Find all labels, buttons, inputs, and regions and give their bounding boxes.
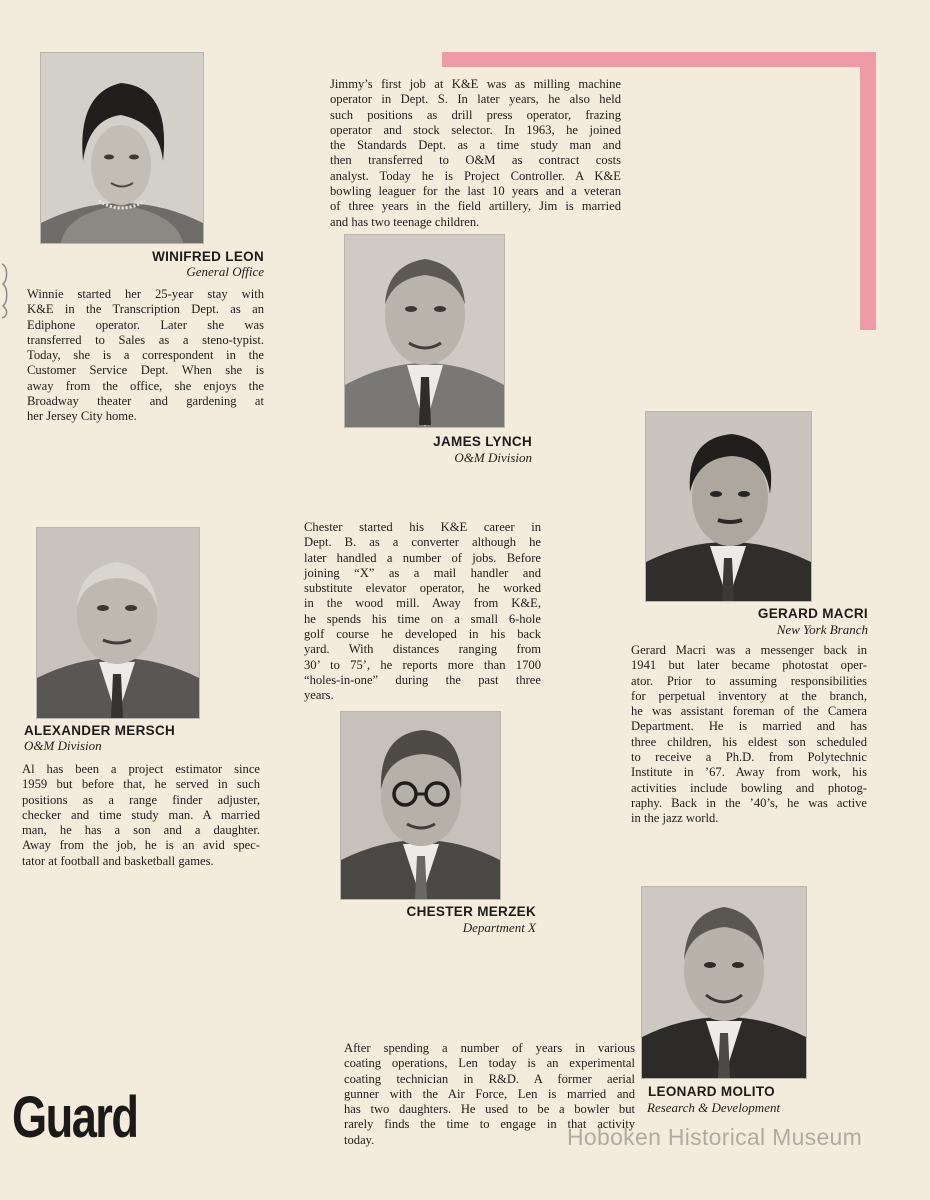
portrait-chester-merzek — [340, 711, 501, 900]
bio-line: Customer Service Dept. When she is — [27, 363, 264, 378]
bio-line: years. — [304, 688, 334, 703]
bio-line: Gerard Macri was a messenger back in — [631, 643, 867, 657]
bio-line: 1959 but before that, he served in such — [22, 777, 260, 792]
bio-line: of three years in the field artillery, Jim is married — [330, 199, 621, 214]
profile-department: Research & Development — [647, 1100, 781, 1115]
pink-accent-bar-side — [860, 52, 876, 330]
bio-line: and has two teenage children. — [330, 214, 480, 229]
bio-line: positions as a range finder adjuster, — [22, 792, 260, 807]
bio-line: man, he has a son and a daughter. — [22, 823, 260, 838]
bio-line: her Jersey City home. — [27, 409, 137, 424]
profile-name: JAMES LYNCH — [433, 434, 532, 449]
portrait-james-lynch — [344, 234, 505, 428]
bio-line: “holes-in-one” during the past three — [304, 672, 541, 687]
bio-line: the Standards Dept. as a time study man and — [330, 138, 621, 153]
bio-line: K&E in the Transcription Dept. as an — [27, 302, 264, 317]
bio-line: Broadway theater and gardening at — [27, 394, 264, 409]
bio-line: yard. With distances ranging from — [304, 642, 541, 657]
profile-department: O&M Division — [24, 738, 102, 753]
bio-line: Chester started his K&E career in — [304, 520, 541, 534]
bio-line: Department. He is married and has — [631, 719, 867, 734]
bio-line: away from the office, she enjoys the — [27, 378, 264, 393]
bio-line: 1941 but later became photostat oper- — [631, 658, 867, 673]
bio-line: to receive a Ph.D. from Polytechnic — [631, 750, 867, 765]
bio-line: Ediphone operator. Later she was — [27, 317, 264, 332]
bio-line: such positions as drill press operator, frazing — [330, 107, 621, 122]
profile-name: GERARD MACRI — [757, 606, 868, 621]
bio-line: raphy. Back in the ’40’s, he was active — [631, 795, 867, 810]
profile-department: General Office — [186, 264, 264, 279]
bio-line: later handled a number of jobs. Before — [304, 550, 541, 565]
bio-line: checker and time study man. A married — [22, 807, 260, 822]
profile-name: LEONARD MOLITO — [648, 1084, 775, 1099]
bio-line: analyst. Today he is Project Controller. A K&E — [330, 168, 621, 183]
portrait-alexander-mersch — [36, 527, 200, 719]
bio-line: in the wood mill. Away from K&E, — [304, 596, 541, 611]
portrait-gerard-macri — [645, 411, 812, 602]
portrait-winifred-leon — [40, 52, 204, 244]
bio-line: After spending a number of years in various — [344, 1041, 635, 1055]
bio-line: has two daughters. He used to be a bowler but — [344, 1102, 635, 1117]
bio-line: in the jazz world. — [631, 811, 719, 826]
profile-department: O&M Division — [454, 450, 532, 465]
bio-line: rarely finds the time to engage in that activity — [344, 1117, 635, 1132]
bio-line: Institute in ’67. Away from work, his — [631, 765, 867, 780]
profile-bio — [631, 643, 867, 827]
portrait-leonard-molito — [641, 886, 807, 1079]
section-title: Guard — [12, 1085, 138, 1150]
bio-line: then transferred to O&M as contract costs — [330, 153, 621, 168]
bio-line: today. — [344, 1132, 375, 1147]
bio-line: he spends his time on a small 6-hole — [304, 611, 541, 626]
bio-line: Dept. B. as a converter although he — [304, 535, 541, 550]
bio-line: operator and stock selector. In 1963, he joined — [330, 122, 621, 137]
bio-line: he was assistant foreman of the Camera — [631, 704, 867, 719]
binder-clip-mark — [0, 262, 10, 320]
bio-line: for perpetual inventory at the branch, — [631, 688, 867, 703]
bio-line: joining “X” as a mail handler and — [304, 565, 541, 580]
bio-line: Jimmy’s first job at K&E was as milling machine — [330, 77, 621, 91]
bio-line: Away from the job, he is an avid spec- — [22, 838, 260, 853]
bio-line: transferred to Sales as a steno-typist. — [27, 332, 264, 347]
bio-line: operator in Dept. S. In later years, he also held — [330, 92, 621, 107]
bio-line: coating technician in R&D. A former aerial — [344, 1071, 635, 1086]
profile-department: New York Branch — [776, 622, 868, 637]
profile-name: CHESTER MERZEK — [406, 904, 536, 919]
bio-line: tator at football and basketball games. — [22, 853, 214, 868]
bio-line: golf course he developed in his back — [304, 627, 541, 642]
pink-accent-bar-top — [442, 52, 876, 67]
bio-line: activities include bowling and photog- — [631, 780, 867, 795]
profile-bio — [330, 77, 621, 230]
profile-bio — [304, 520, 541, 704]
bio-line: coating operations, Len today is an experimental — [344, 1056, 635, 1071]
profile-name: ALEXANDER MERSCH — [24, 723, 176, 738]
bio-line: bowling leaguer for the last 10 years and a veteran — [330, 184, 621, 199]
profile-bio — [22, 762, 260, 869]
watermark: Hoboken Historical Museum — [567, 1124, 863, 1150]
bio-line: three children, his eldest son scheduled — [631, 734, 867, 749]
profile-bio — [27, 287, 264, 425]
bio-line: Today, she is a correspondent in the — [27, 348, 264, 363]
bio-line: ator. Prior to assuming responsibilities — [631, 673, 867, 688]
bio-line: Al has been a project estimator since — [22, 762, 260, 776]
profile-department: Department X — [462, 920, 536, 935]
bio-line: 30’ to 75’, he reports more than 1700 — [304, 657, 541, 672]
bio-line: Winnie started her 25-year stay with — [27, 287, 264, 301]
profile-name: WINIFRED LEON — [152, 249, 264, 264]
bio-line: substitute elevator operator, he worked — [304, 581, 541, 596]
bio-line: gunner with the Air Force, Len is married and — [344, 1086, 635, 1101]
